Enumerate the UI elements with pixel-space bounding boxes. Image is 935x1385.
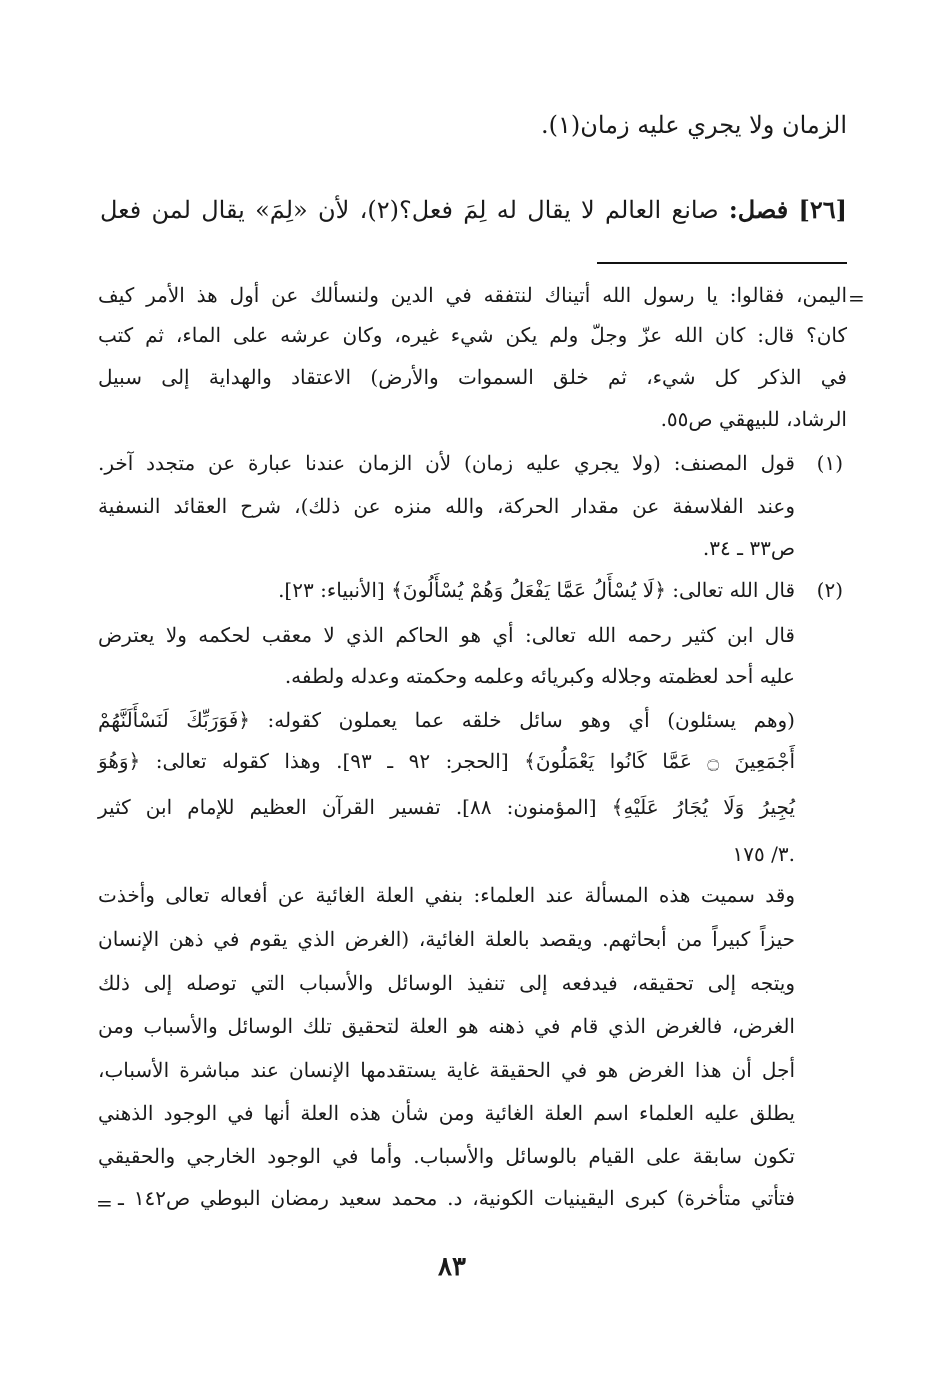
- footnote-2-line-11: الغرض، فالغرض الذي قام في ذهنه هو العلة لتحقيق تلك الوسائل والأسباب ومن: [98, 1014, 795, 1038]
- footnote-2-line-3: عليه أحد لعظمته وجلاله وكبريائه وعلمه وحكمته وعدله ولطفه.: [284, 664, 795, 688]
- footnote-continued-line-1: اليمن، فقالوا: يا رسول الله أتيناك لنتفقه في الدين ولنسألك عن أول هذ الأمر كيف: [98, 283, 847, 307]
- footnote-2-line-4: (وهم يسئلون) أي وهو سائل خلقه عما يعملون كقوله: ﴿فَوَرَبِّكَ لَنَسْأَلَنَّهُمْ: [98, 708, 795, 732]
- footnote-2-line-10: ويتجه إلى تحقيقه، فيدفعه إلى تنفيذ الوسائل والأسباب التي توصله إلى ذلك: [98, 971, 795, 995]
- footnote-1-line-1: قول المصنف: (ولا يجري عليه زمان) لأن الزمان عندنا عبارة عن متجدد آخر.: [98, 451, 795, 475]
- section-number: [٢٦]: [798, 195, 847, 224]
- footnote-separator: [597, 262, 847, 264]
- footnote-2-line-8: وقد سميت هذه المسألة عند العلماء: بنفي العلة الغائية عن أفعاله تعالى وأخذت: [98, 883, 795, 907]
- footnote-2-line-2: قال ابن كثير رحمه الله تعالى: أي هو الحاكم الذي لا معقب لحكمه ولا يعترض: [98, 623, 795, 647]
- section-heading-line: [100, 195, 847, 224]
- footnote-2-line-7: ٣/ ١٧٥.: [732, 842, 795, 866]
- continuation-mark-top: =: [848, 286, 865, 310]
- footnote-2-line-5: أَجْمَعِينَ ۝ عَمَّا كَانُوا يَعْمَلُونَ﴾ [الحجر: ٩٢ ـ ٩٣]. وهذا كقوله تعالى: ﴿وَهُوَ: [98, 749, 796, 773]
- page-number: ٨٣: [438, 1252, 466, 1282]
- footnote-2-line-13: يطلق عليه العلماء اسم العلة الغائية ومن شأن هذه العلة أنها في الوجود الذهني: [98, 1101, 795, 1125]
- section-word: فصل:: [728, 195, 789, 224]
- footnote-2-line-9: حيزاً كبيراً من أبحاثهم. ويقصد بالعلة الغائية، (الغرض الذي يقوم في ذهن الإنسان: [98, 927, 795, 951]
- footnote-2-marker: (٢): [816, 578, 843, 602]
- footnote-1-line-2: وعند الفلاسفة عن مقدار الحركة، والله منزه عن ذلك)، شرح العقائد النسفية: [98, 494, 795, 518]
- main-text-line-1: الزمان ولا يجري عليه زمان(١).: [540, 111, 847, 139]
- footnote-2-line-1: قال الله تعالى: ﴿لَا يُسْأَلُ عَمَّا يَفْعَلُ وَهُمْ يُسْأَلُونَ﴾ [الأنبياء: ٢٣].: [278, 578, 795, 602]
- continuation-mark-bottom: =: [96, 1191, 113, 1215]
- footnote-2-line-14: تكون سابقة على القيام بالوسائل والأسباب. وأما في الوجود الخارجي والحقيقي: [98, 1144, 795, 1168]
- section-text: صانع العالم لا يقال له لِمَ فعل؟(٢)، لأن «لِمَ» يقال لمن فعل: [100, 196, 719, 224]
- footnote-1-line-3: ص٣٣ ـ ٣٤.: [702, 536, 795, 560]
- footnote-2-line-15: فتأتي متأخرة) كبرى اليقينيات الكونية، د. محمد سعيد رمضان البوطي ص١٤٢ ـ: [118, 1186, 795, 1210]
- footnote-continued-line-3: في الذكر كل شيء، ثم خلق السموات والأرض) الاعتقاد والهداية إلى سبيل: [98, 365, 847, 389]
- footnote-2-line-12: أجل أن هذا الغرض هو في الحقيقة غاية يستقدمها الإنسان عند مباشرة الأسباب،: [98, 1058, 795, 1082]
- footnote-2-line-6: يُجِيرُ وَلَا يُجَارُ عَلَيْهِ﴾ [المؤمنون: ٨٨]. تفسير القرآن العظيم للإمام ابن كثير: [98, 795, 795, 819]
- footnote-continued-line-4: الرشاد، للبيهقي ص٥٥.: [660, 407, 847, 431]
- footnote-1-marker: (١): [816, 451, 843, 475]
- footnote-continued-line-2: كان؟ قال: كان الله عزّ وجلّ ولم يكن شيء غيره، وكان عرشه على الماء، ثم كتب: [98, 323, 847, 347]
